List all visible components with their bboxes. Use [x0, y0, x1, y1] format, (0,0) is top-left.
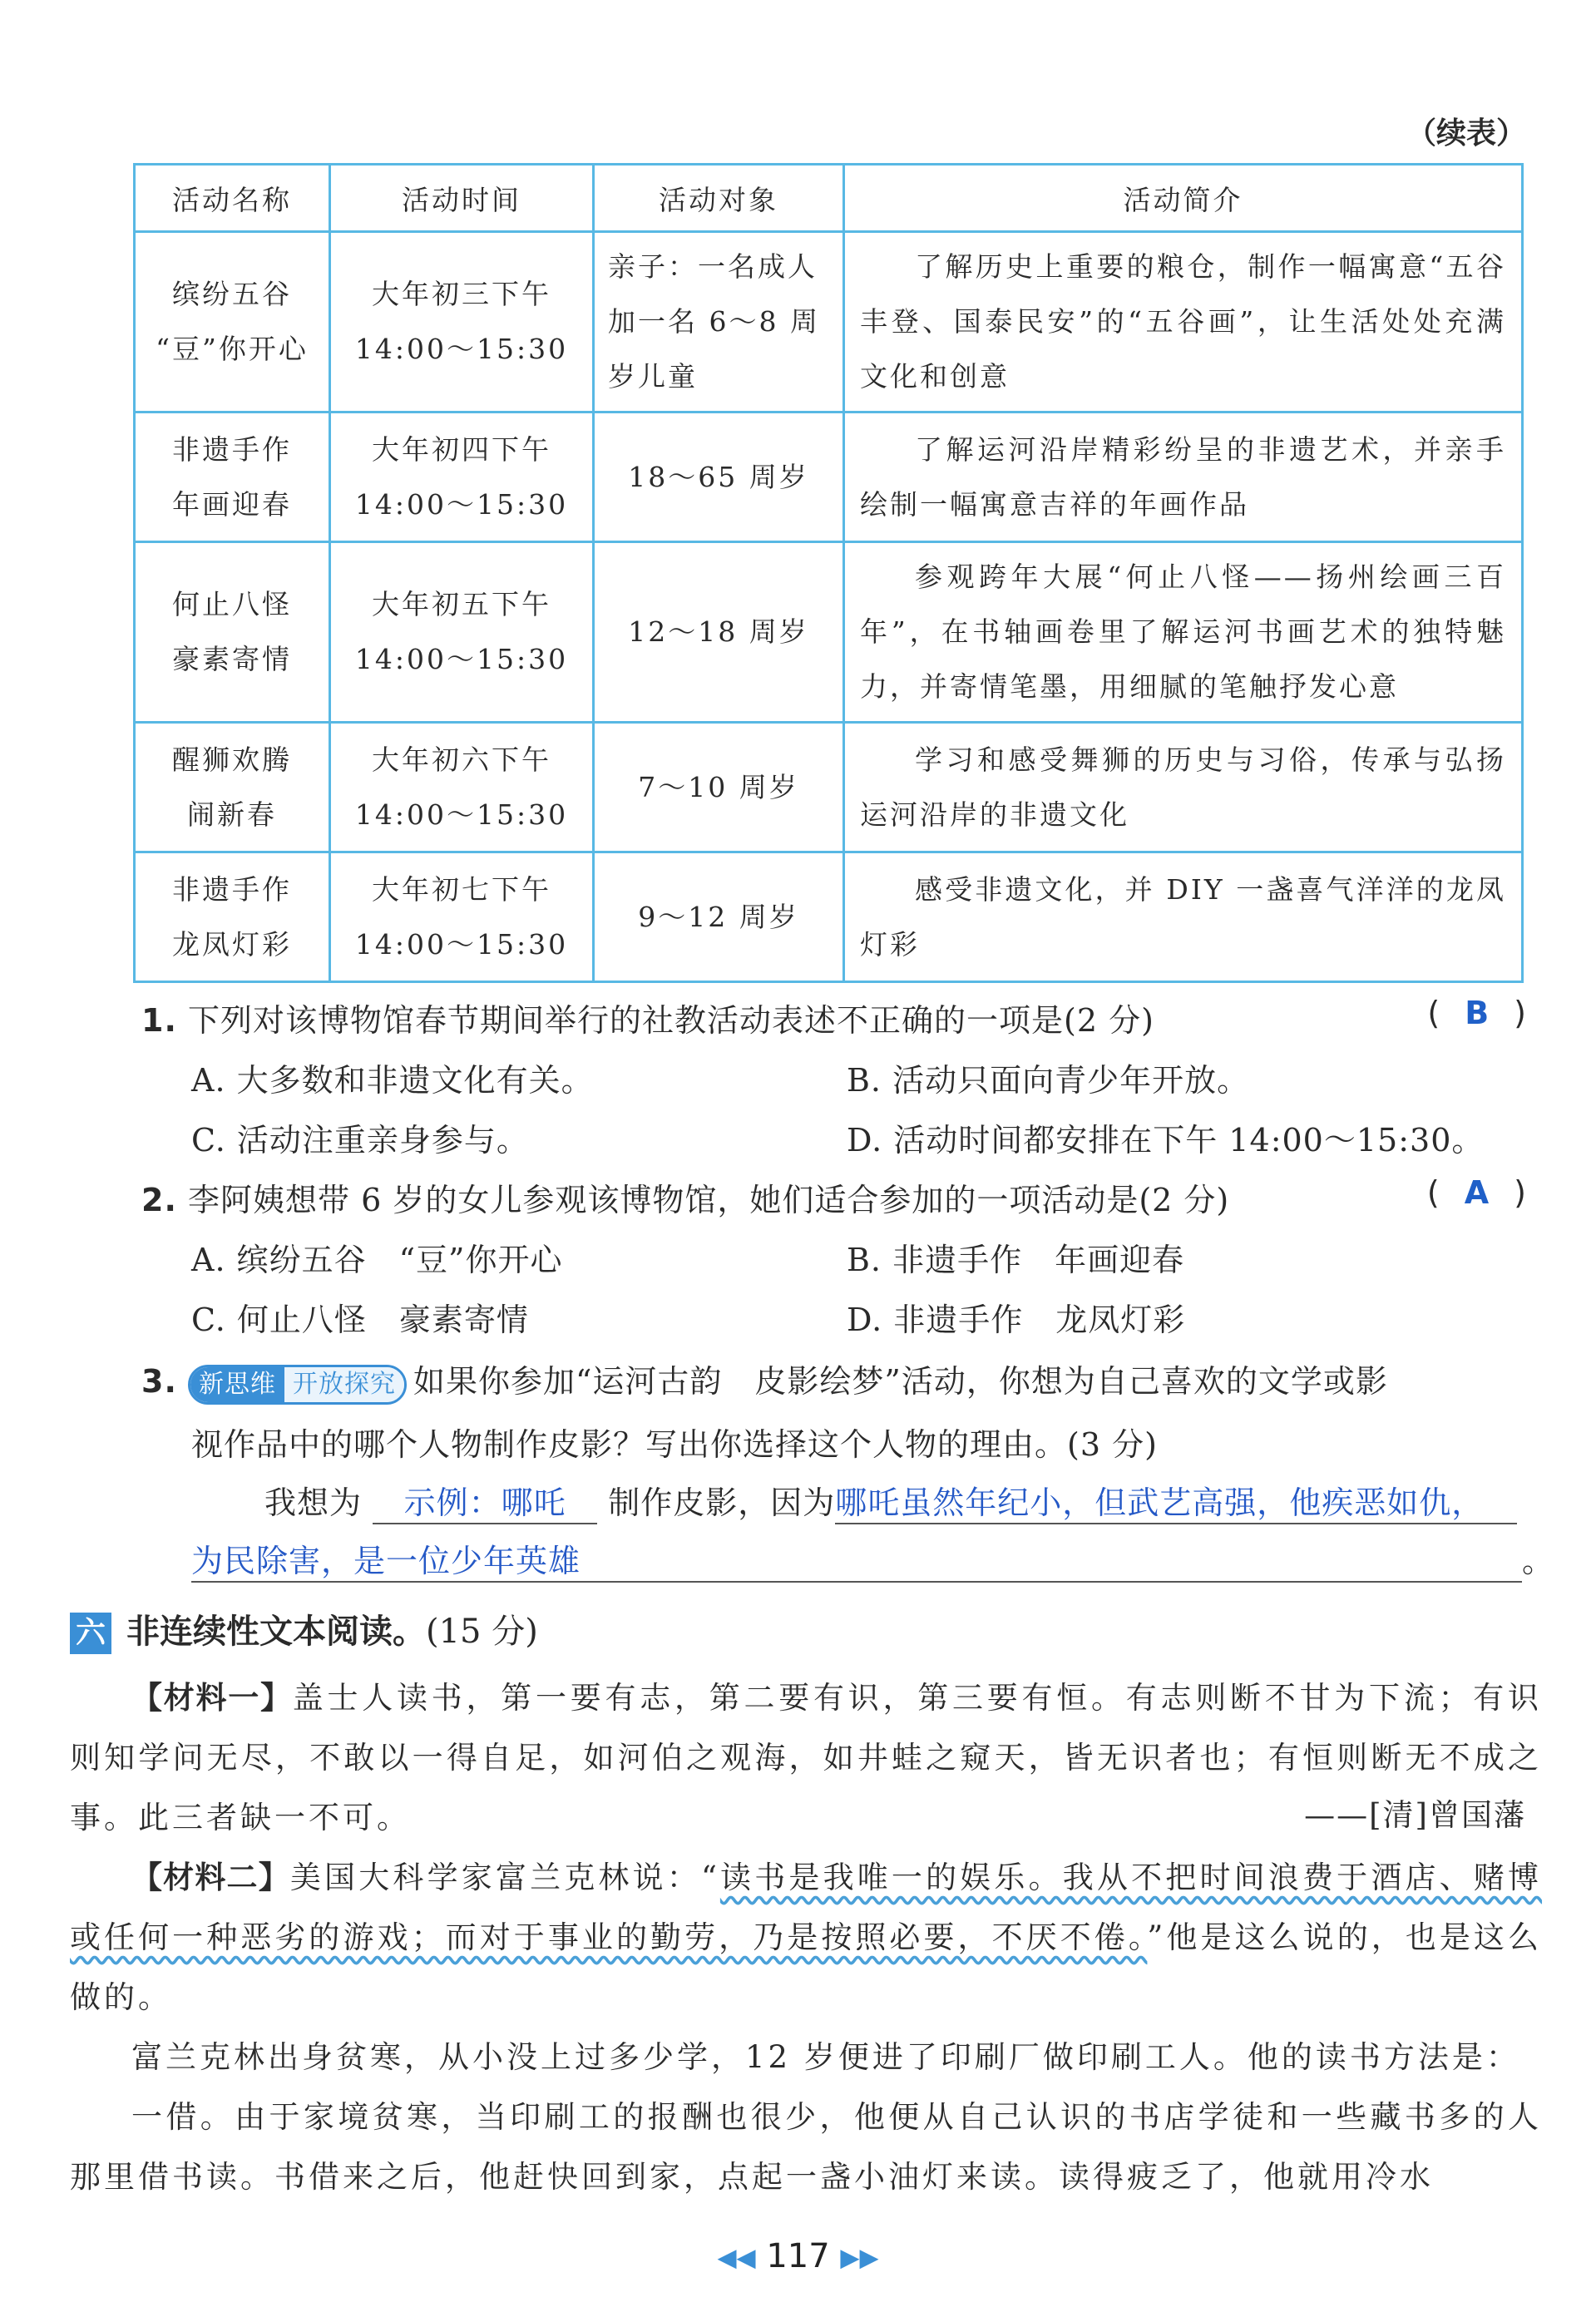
- answer-reason-part1: 哪吒虽然年纪小，但武艺高强，他疾恶如仇，: [835, 1477, 1517, 1524]
- continued-table-label: （续表）: [1406, 116, 1526, 151]
- previous-arrows-icon: ◀◀: [717, 2243, 756, 2273]
- option-b: B. 非遗手作 年画迎春: [847, 1242, 1185, 1278]
- activity-table: [133, 163, 1524, 983]
- question-2: [141, 1174, 1229, 1220]
- option-b: B. 活动只面向青少年开放。: [847, 1062, 1250, 1099]
- header-activity-time: 活动时间: [330, 165, 594, 232]
- question-text-line1: 如果你参加“运河古韵 皮影绘梦”活动，你想为自己喜欢的文学或影: [413, 1363, 1388, 1400]
- table-row: [135, 412, 1523, 542]
- activity-target-cell: 7～10 周岁: [594, 723, 844, 852]
- answer-fill-line2: 为民除害，是一位少年英雄 。: [191, 1535, 1554, 1583]
- next-arrows-icon: ▶▶: [840, 2243, 879, 2273]
- section-6-heading: [70, 1605, 538, 1654]
- new-thinking-badge: 新思维 开放探究: [188, 1365, 407, 1405]
- question-number: 3.: [141, 1363, 177, 1400]
- table-row: [135, 542, 1523, 723]
- material-tag: 【材料一】: [131, 1680, 293, 1716]
- material-text: 盖士人读书，第一要有志，第二要有识，第三要有恒。有志则断不甘为下流；有识则知学问无尽，不敢以一得自足，如河伯之观海，如井蛙之窥天，皆无识者也；有恒则断无不成之事。此三者缺一不可。: [70, 1680, 1542, 1835]
- header-activity-name: 活动名称: [135, 165, 330, 232]
- material-2-paragraph-2: 富兰克林出身贫寒，从小没上过多少学，12 岁便进了印刷厂做印刷工人。他的读书方法是：: [131, 2039, 1520, 2075]
- activity-intro-cell: 参观跨年大展“何止八怪——扬州绘画三百年”，在书轴画卷里了解运河书画艺术的独特魅力，并寄情笔墨，用细腻的笔触抒发心意: [844, 542, 1523, 723]
- question-text-line2: 视作品中的哪个人物制作皮影？写出你选择这个人物的理由。(3 分): [191, 1426, 1158, 1463]
- activity-name-cell: 非遗手作 龙凤灯彩: [135, 852, 330, 982]
- page-footer: [0, 2237, 1596, 2275]
- activity-intro-cell: 了解运河沿岸精彩纷呈的非遗艺术，并亲手绘制一幅寓意吉祥的年画作品: [844, 412, 1523, 542]
- activity-name-cell: 何止八怪 豪素寄情: [135, 542, 330, 723]
- activity-time-cell: 大年初四下午 14:00～15:30: [330, 412, 594, 542]
- material-2: 【材料二】美国大科学家富兰克林说：“读书是我唯一的娱乐。我从不把时间浪费于酒店、赌博或任何一种恶劣的游戏；而对于事业的勤劳，乃是按照必要，不厌不倦。”他是这么说的，也是这么做的。: [70, 1860, 1543, 2015]
- question-text: 下列对该博物馆春节期间举行的社教活动表述不正确的一项是(2 分): [187, 1002, 1154, 1039]
- activity-intro-cell: 了解历史上重要的粮仓，制作一幅寓意“五谷丰登、国泰民安”的“五谷画”，让生活处处充满文化和创意: [844, 232, 1523, 412]
- activity-intro-cell: 感受非遗文化，并 DIY 一盏喜气洋洋的龙凤灯彩: [844, 852, 1523, 982]
- activity-target-cell: 亲子：一名成人 加一名 6～8 周 岁儿童: [594, 232, 844, 412]
- question-3: [141, 1356, 1388, 1405]
- activity-intro-cell: 学习和感受舞狮的历史与习俗，传承与弘扬运河沿岸的非遗文化: [844, 723, 1523, 852]
- activity-name-cell: 非遗手作 年画迎春: [135, 412, 330, 542]
- option-a: A. 缤纷五谷 “豆”你开心: [191, 1242, 563, 1278]
- section-title: 非连续性文本阅读。: [126, 1613, 426, 1651]
- franklin-quote: 读书是我唯一的娱乐。我从不把时间浪费于酒店、赌博或任何一种恶劣的游戏；而对于事业的勤劳，乃是按照必要，不厌不倦。: [70, 1860, 1543, 1955]
- section-number: 六: [70, 1613, 111, 1654]
- answer-character: 示例：哪吒: [373, 1477, 597, 1524]
- activity-time-cell: 大年初六下午 14:00～15:30: [330, 723, 594, 852]
- activity-target-cell: 9～12 周岁: [594, 852, 844, 982]
- activity-target-cell: 12～18 周岁: [594, 542, 844, 723]
- answer-letter: B: [1465, 995, 1490, 1031]
- material-1-source: ——[清]曾国藩: [1304, 1797, 1526, 1833]
- material-tag: 【材料二】: [131, 1860, 290, 1895]
- table-header-row: [135, 165, 1523, 232]
- header-activity-target: 活动对象: [594, 165, 844, 232]
- table-row: [135, 723, 1523, 852]
- activity-time-cell: 大年初五下午 14:00～15:30: [330, 542, 594, 723]
- table-row: [135, 852, 1523, 982]
- question-1: [141, 995, 1154, 1040]
- activity-target-cell: 18～65 周岁: [594, 412, 844, 542]
- question-text: 李阿姨想带 6 岁的女儿参观该博物馆，她们适合参加的一项活动是(2 分): [187, 1182, 1230, 1218]
- activity-name-cell: 醒狮欢腾 闹新春: [135, 723, 330, 852]
- option-d: D. 非遗手作 龙凤灯彩: [847, 1302, 1186, 1338]
- header-activity-intro: 活动简介: [844, 165, 1523, 232]
- option-d: D. 活动时间都安排在下午 14:00～15:30。: [847, 1122, 1485, 1158]
- answer-letter: A: [1464, 1174, 1490, 1211]
- option-a: A. 大多数和非遗文化有关。: [191, 1062, 594, 1099]
- material-2-paragraph-3: 一借。由于家境贫寒，当印刷工的报酬也很少，他便从自己认识的书店学徒和一些藏书多的人那里借书读。书借来之后，他赶快回到家，点起一盏小油灯来读。读得疲乏了，他就用冷水: [70, 2099, 1542, 2195]
- answer-fill-line1: 我想为 示例：哪吒 制作皮影，因为哪吒虽然年纪小，但武艺高强，他疾恶如仇，: [264, 1477, 1517, 1524]
- activity-name-cell: 缤纷五谷 “豆”你开心: [135, 232, 330, 412]
- question-number: 1.: [141, 1002, 177, 1039]
- option-c: C. 何止八怪 豪素寄情: [191, 1302, 529, 1338]
- option-c: C. 活动注重亲身参与。: [191, 1122, 529, 1158]
- answer-blank-2: ( A ): [1426, 1174, 1526, 1211]
- table-row: [135, 232, 1523, 412]
- activity-time-cell: 大年初七下午 14:00～15:30: [330, 852, 594, 982]
- answer-blank-1: ( B ): [1427, 995, 1526, 1031]
- activity-time-cell: 大年初三下午 14:00～15:30: [330, 232, 594, 412]
- page-number: 117: [766, 2237, 830, 2275]
- question-number: 2.: [141, 1182, 177, 1218]
- answer-reason-part2: 为民除害，是一位少年英雄: [191, 1535, 1522, 1583]
- section-points: (15 分): [426, 1613, 538, 1651]
